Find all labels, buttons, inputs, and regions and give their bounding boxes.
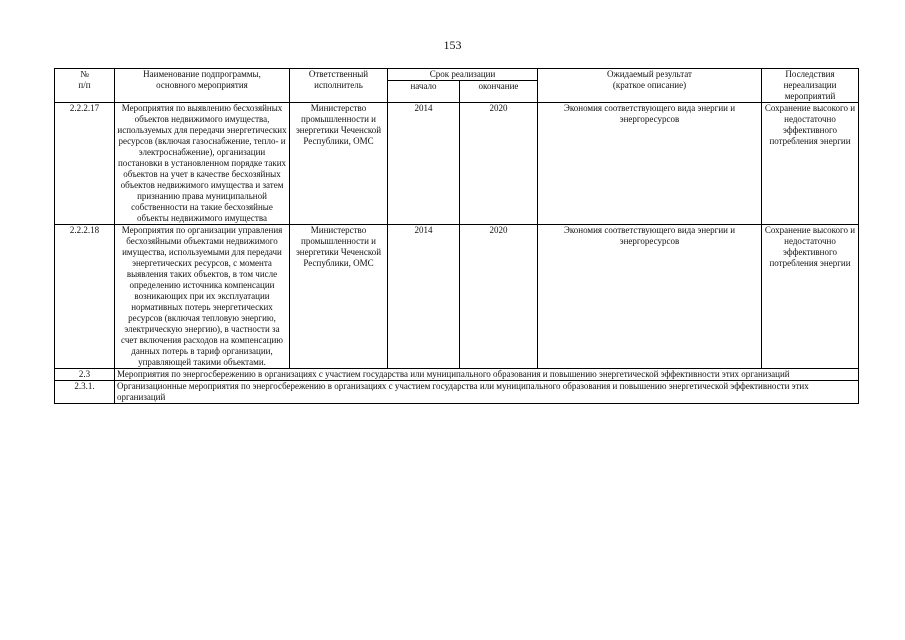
row-num: 2.2.2.17: [55, 103, 115, 225]
row-result: Экономия соответствующего вида энергии и энергоресурсов: [538, 225, 762, 369]
header-end: окончание: [460, 81, 538, 103]
row-consequences: Сохранение высокого и недостаточно эффективного потребления энергии: [762, 225, 859, 369]
section-row: [55, 369, 859, 381]
section-num: 2.3: [55, 369, 115, 381]
header-result: Ожидаемый результат (краткое описание): [538, 69, 762, 103]
row-responsible: Министерство промышленности и энергетики Чеченской Республики, ОМС: [290, 103, 388, 225]
header-name: Наименование подпрограммы, основного мероприятия: [115, 69, 290, 103]
row-responsible: Министерство промышленности и энергетики Чеченской Республики, ОМС: [290, 225, 388, 369]
section-text: Мероприятия по энергосбережению в организациях с участием государства или муниципального образования и повышению энергетической эффективности этих организаций: [115, 369, 859, 381]
section-row: [55, 381, 859, 404]
program-table: [54, 68, 859, 404]
row-name: Мероприятия по организации управления бесхозяйными объектами недвижимого имущества, используемыми для передачи энергетических ресурсов, с момента выявления таких объектов, в том числе определению источника компенсации возникающих при их эксплуатации нормативных потерь энергетических ресурсов (включая тепловую энергию, электрическую энергию), в частности за счет включения расходов на компенсацию данных потерь в тариф организации, управляющей такими объектами.: [115, 225, 290, 369]
row-start: 2014: [388, 225, 460, 369]
header-num: № п/п: [55, 69, 115, 103]
row-consequences: Сохранение высокого и недостаточно эффективного потребления энергии: [762, 103, 859, 225]
row-end: 2020: [460, 103, 538, 225]
page-number: 153: [443, 38, 462, 52]
header-period: Срок реализации: [388, 69, 538, 81]
section-text: Организационные мероприятия по энергосбережению в организациях с участием государства или муниципального образования и повышению энергетической эффективности этих организаций: [115, 381, 859, 404]
row-num: 2.2.2.18: [55, 225, 115, 369]
header-start: начало: [388, 81, 460, 103]
row-end: 2020: [460, 225, 538, 369]
row-start: 2014: [388, 103, 460, 225]
header-row: [55, 69, 859, 81]
table-row: [55, 225, 859, 369]
header-responsible: Ответственный исполнитель: [290, 69, 388, 103]
row-name: Мероприятия по выявлению бесхозяйных объектов недвижимого имущества, используемых для передачи энергетических ресурсов (включая газоснабжение, тепло- и электроснабжение), организации постановки в установленном порядке таких объектов на учет в качестве бесхозяйных объектов недвижимого имущества и затем признанию права муниципальной собственности на такие бесхозяйные объекты недвижимого имущества: [115, 103, 290, 225]
row-result: Экономия соответствующего вида энергии и энергоресурсов: [538, 103, 762, 225]
section-num: 2.3.1.: [55, 381, 115, 404]
table-row: [55, 103, 859, 225]
header-consequences: Последствия нереализации мероприятий: [762, 69, 859, 103]
